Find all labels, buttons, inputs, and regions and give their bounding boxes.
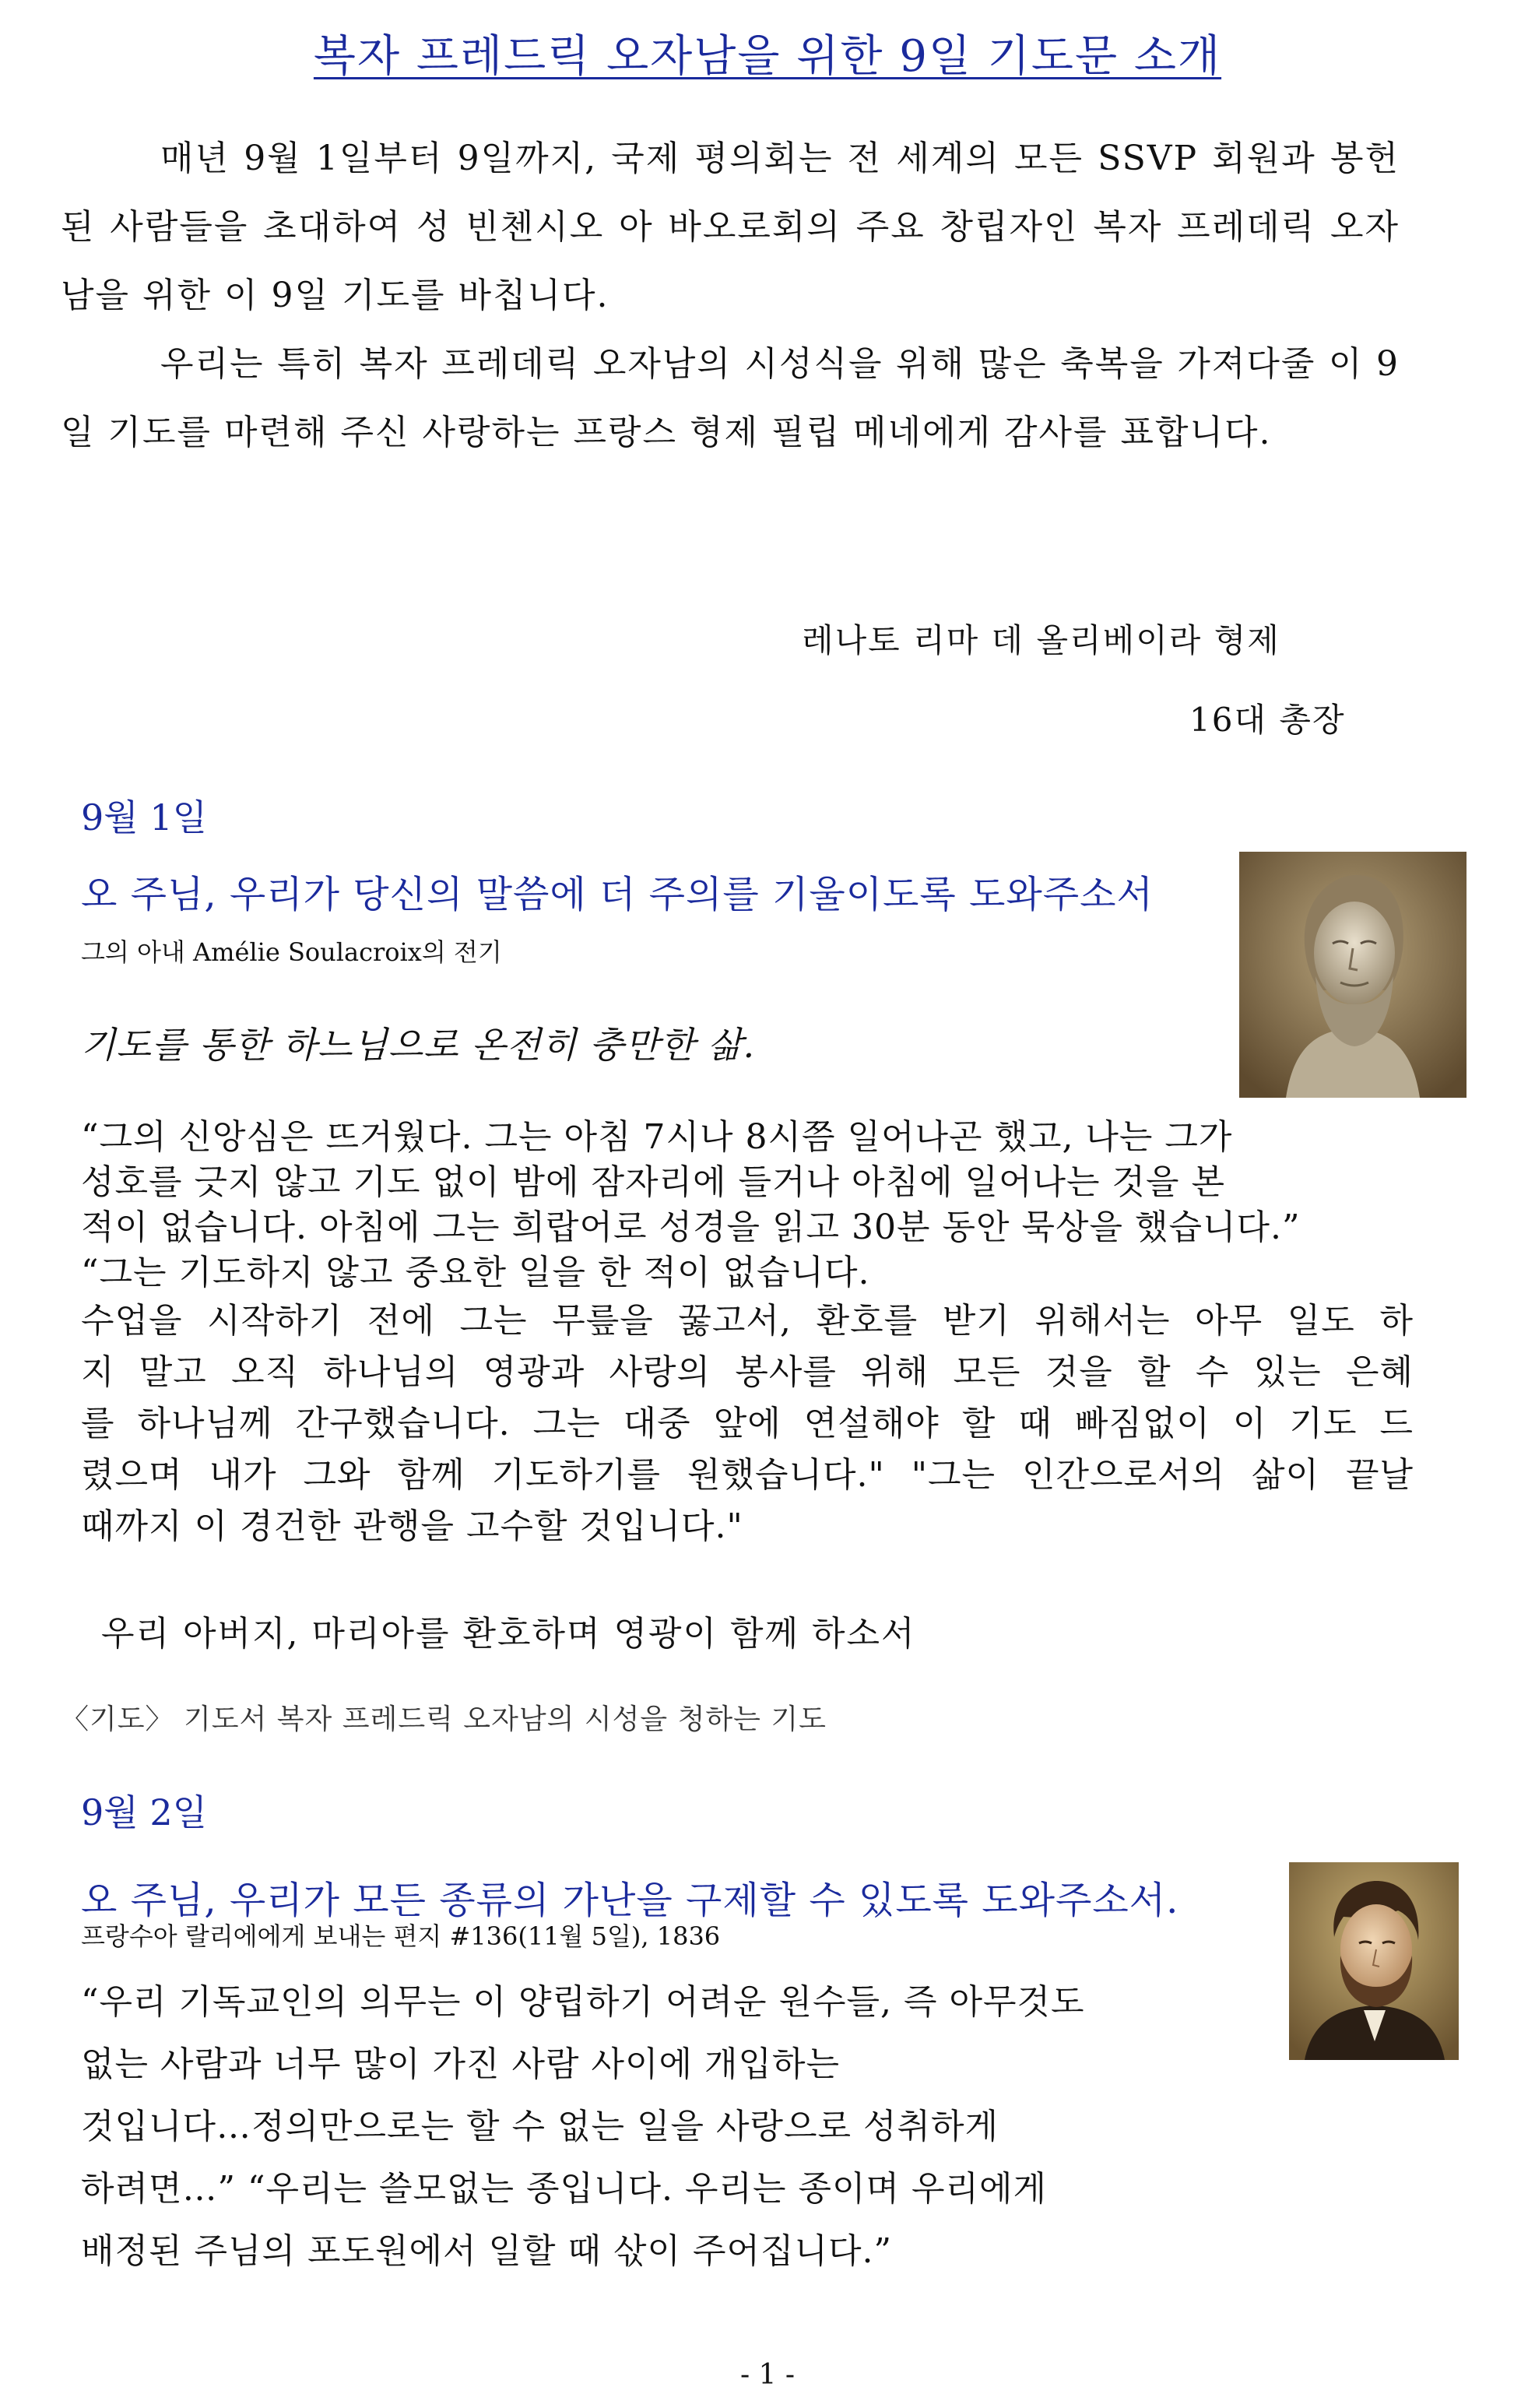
- day1-quote-lines: [81, 1115, 1404, 1295]
- day1-label: 9월 1일: [81, 796, 208, 838]
- document-title: 복자 프레드릭 오자남을 위한 9일 기도문 소개: [313, 31, 1222, 82]
- intro-paragraph-2: 우리는 특히 복자 프레데릭 오자남의 시성식을 위해 많은 축복을 가져다줄 이 9일 기도를 마련해 주신 사랑하는 프랑스 형제 필립 메네에게 감사를 표합니다.: [61, 344, 1400, 452]
- day2-line-5: 배정된 주님의 포도원에서 일할 때 삯이 주어집니다.”: [81, 2231, 892, 2271]
- day1-paragraph-line-5: 때까지 이 경건한 관행을 고수할 것입니다.": [81, 1506, 743, 1546]
- day1-italic-line: 기도를 통한 하느님으로 온전히 충만한 삶.: [81, 1024, 756, 1066]
- bust-sculpture-portrait: [1239, 852, 1467, 1098]
- day2-source: 프랑수아 랄리에에게 보내는 편지 #136(11월 5일), 1836: [81, 1921, 721, 1951]
- day2-heading: 오 주님, 우리가 모든 종류의 가난을 구제할 수 있도록 도와주소서.: [81, 1879, 1179, 1922]
- day1-heading: 오 주님, 우리가 당신의 말씀에 더 주의를 기울이도록 도와주소서: [81, 873, 1154, 916]
- bust-sculpture-icon: [1239, 852, 1467, 1098]
- signature-name: 레나토 리마 데 올리베이라 형제: [802, 621, 1280, 659]
- day1-paragraph-line-1: 수업을 시작하기 전에 그는 무릎을 꿇고서, 환호를 받기 위해서는 아무 일도 하: [81, 1301, 1414, 1341]
- day2-line-1: “우리 기독교인의 의무는 이 양립하기 어려운 원수들, 즉 아무것도: [81, 1982, 1085, 2022]
- intro-paragraph-1: 매년 9월 1일부터 9일까지, 국제 평의회는 전 세계의 모든 SSVP 회원과 봉헌된 사람들을 초대하여 성 빈첸시오 아 바오로회의 주요 창립자인 복자 프레데릭 오자남을 위한 이 9일 기도를 바칩니다.: [61, 139, 1400, 315]
- day2-line-2: 없는 사람과 너무 많이 가진 사람 사이에 개입하는: [81, 2044, 840, 2084]
- day1-paragraph-line-2: 지 말고 오직 하나님의 영광과 사랑의 봉사를 위해 모든 것을 할 수 있는 은혜: [81, 1352, 1414, 1392]
- day1-line-4: “그는 기도하지 않고 중요한 일을 한 적이 없습니다.: [81, 1253, 870, 1292]
- intro-section: [61, 125, 1400, 467]
- day1-source: 그의 아내 Amélie Soulacroix의 전기: [81, 937, 502, 967]
- day2-label: 9월 2일: [81, 1791, 208, 1833]
- day2-line-3: 것입니다…정의만으로는 할 수 없는 일을 사랑으로 성취하게: [81, 2107, 999, 2146]
- page-number: - 1 -: [739, 2359, 796, 2391]
- day2-line-4: 하려면…” “우리는 쓸모없는 종입니다. 우리는 종이며 우리에게: [81, 2169, 1047, 2209]
- day1-line-3: 적이 없습니다. 아침에 그는 희랍어로 성경을 읽고 30분 동안 묵상을 했습니다.”: [81, 1208, 1301, 1247]
- day1-line-2: 성호를 긋지 않고 기도 없이 밤에 잠자리에 들거나 아침에 일어나는 것을 본: [81, 1162, 1225, 1202]
- signature-title: 16대 총장: [1189, 701, 1346, 739]
- day1-line-1: “그의 신앙심은 뜨거웠다. 그는 아침 7시나 8시쯤 일어나곤 했고, 나는 그가: [81, 1117, 1233, 1157]
- day1-footnote: 〈기도〉 기도서 복자 프레드릭 오자남의 시성을 청하는 기도: [61, 1703, 827, 1735]
- day2-quote-lines: [81, 1971, 1404, 2283]
- day1-prayer: 우리 아버지, 마리아를 환호하며 영광이 함께 하소서: [101, 1614, 916, 1654]
- day1-paragraph-line-4: 렸으며 내가 그와 함께 기도하기를 원했습니다." "그는 인간으로서의 삶이 끝날: [81, 1455, 1414, 1495]
- day1-paragraph: [81, 1295, 1414, 1552]
- day1-paragraph-line-3: 를 하나님께 간구했습니다. 그는 대중 앞에 연설해야 할 때 빠짐없이 이 기도 드: [81, 1404, 1414, 1443]
